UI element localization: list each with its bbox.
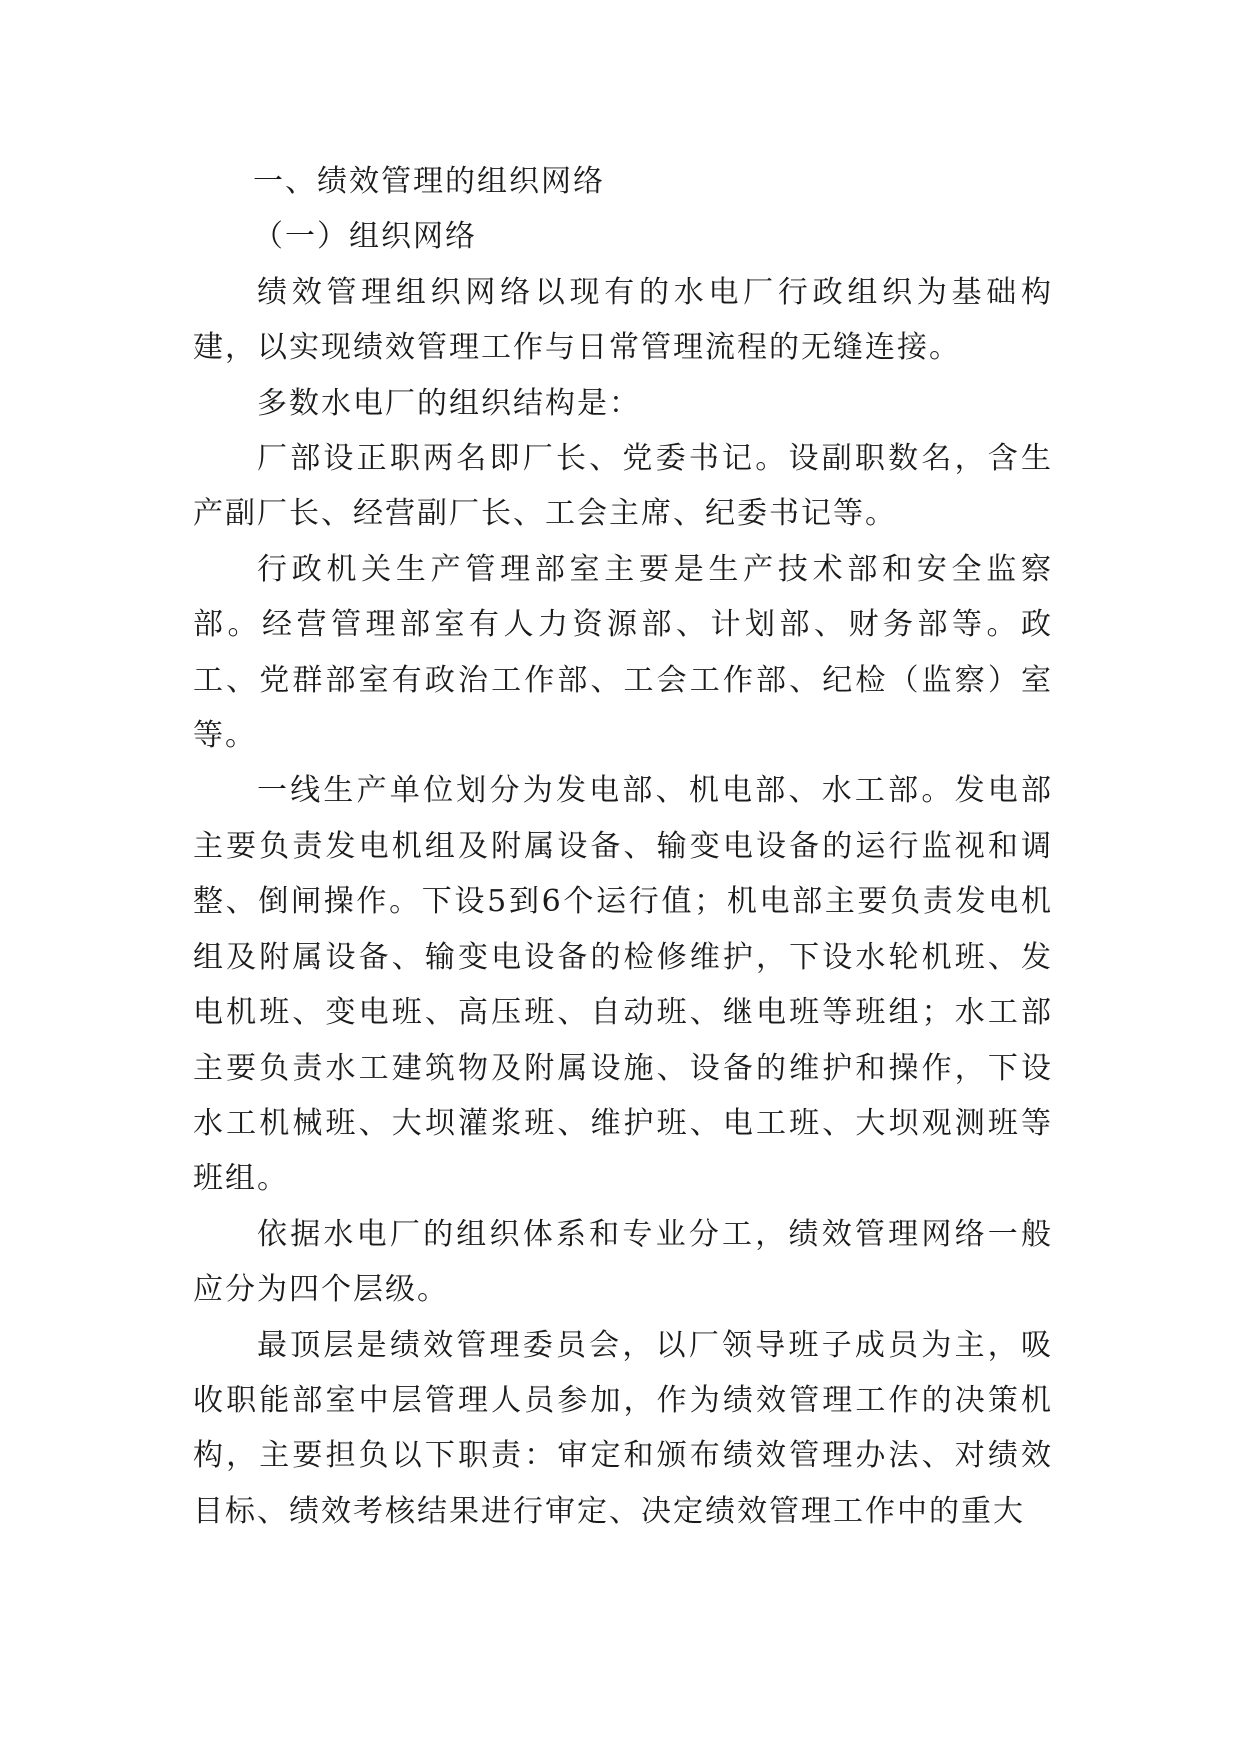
paragraph-4: 行政机关生产管理部室主要是生产技术部和安全监察部。经营管理部室有人力资源部、计划部、财务部等。政工、党群部室有政治工作部、工会工作部、纪检（监察）室等。 [193,551,1053,754]
paragraph-6: 依据水电厂的组织体系和专业分工，绩效管理网络一般应分为四个层级。 [193,1216,1053,1308]
paragraph-2: 多数水电厂的组织结构是： [257,385,641,421]
paragraph-3: 厂部设正职两名即厂长、党委书记。设副职数名，含生产副厂长、经营副厂长、工会主席、纪委书记等。 [193,441,1053,532]
section-heading: 一、绩效管理的组织网络 [253,164,605,199]
paragraph-1: 绩效管理组织网络以现有的水电厂行政组织为基础构建，以实现绩效管理工作与日常管理流程的无缝连接。 [193,274,1053,366]
document-body [193,154,1053,1539]
paragraph-7: 最顶层是绩效管理委员会，以厂领导班子成员为主，吸收职能部室中层管理人员参加，作为绩效管理工作的决策机构，主要担负以下职责：审定和颁布绩效管理办法、对绩效目标、绩效考核结果进行审定、决定绩效管理工作中的重大 [193,1327,1053,1529]
paragraph-5: 一线生产单位划分为发电部、机电部、水工部。发电部主要负责发电机组及附属设备、输变电设备的运行监视和调整、倒闸操作。下设5到6个运行值；机电部主要负责发电机组及附属设备、输变电设备的检修维护，下设水轮机班、发电机班、变电班、高压班、自动班、继电班等班组；水工部主要负责水工建筑物及附属设施、设备的维护和操作，下设水工机械班、大坝灌浆班、维护班、电工班、大坝观测班等班组。 [193,773,1053,1197]
subsection-heading: （一）组织网络 [253,219,477,255]
